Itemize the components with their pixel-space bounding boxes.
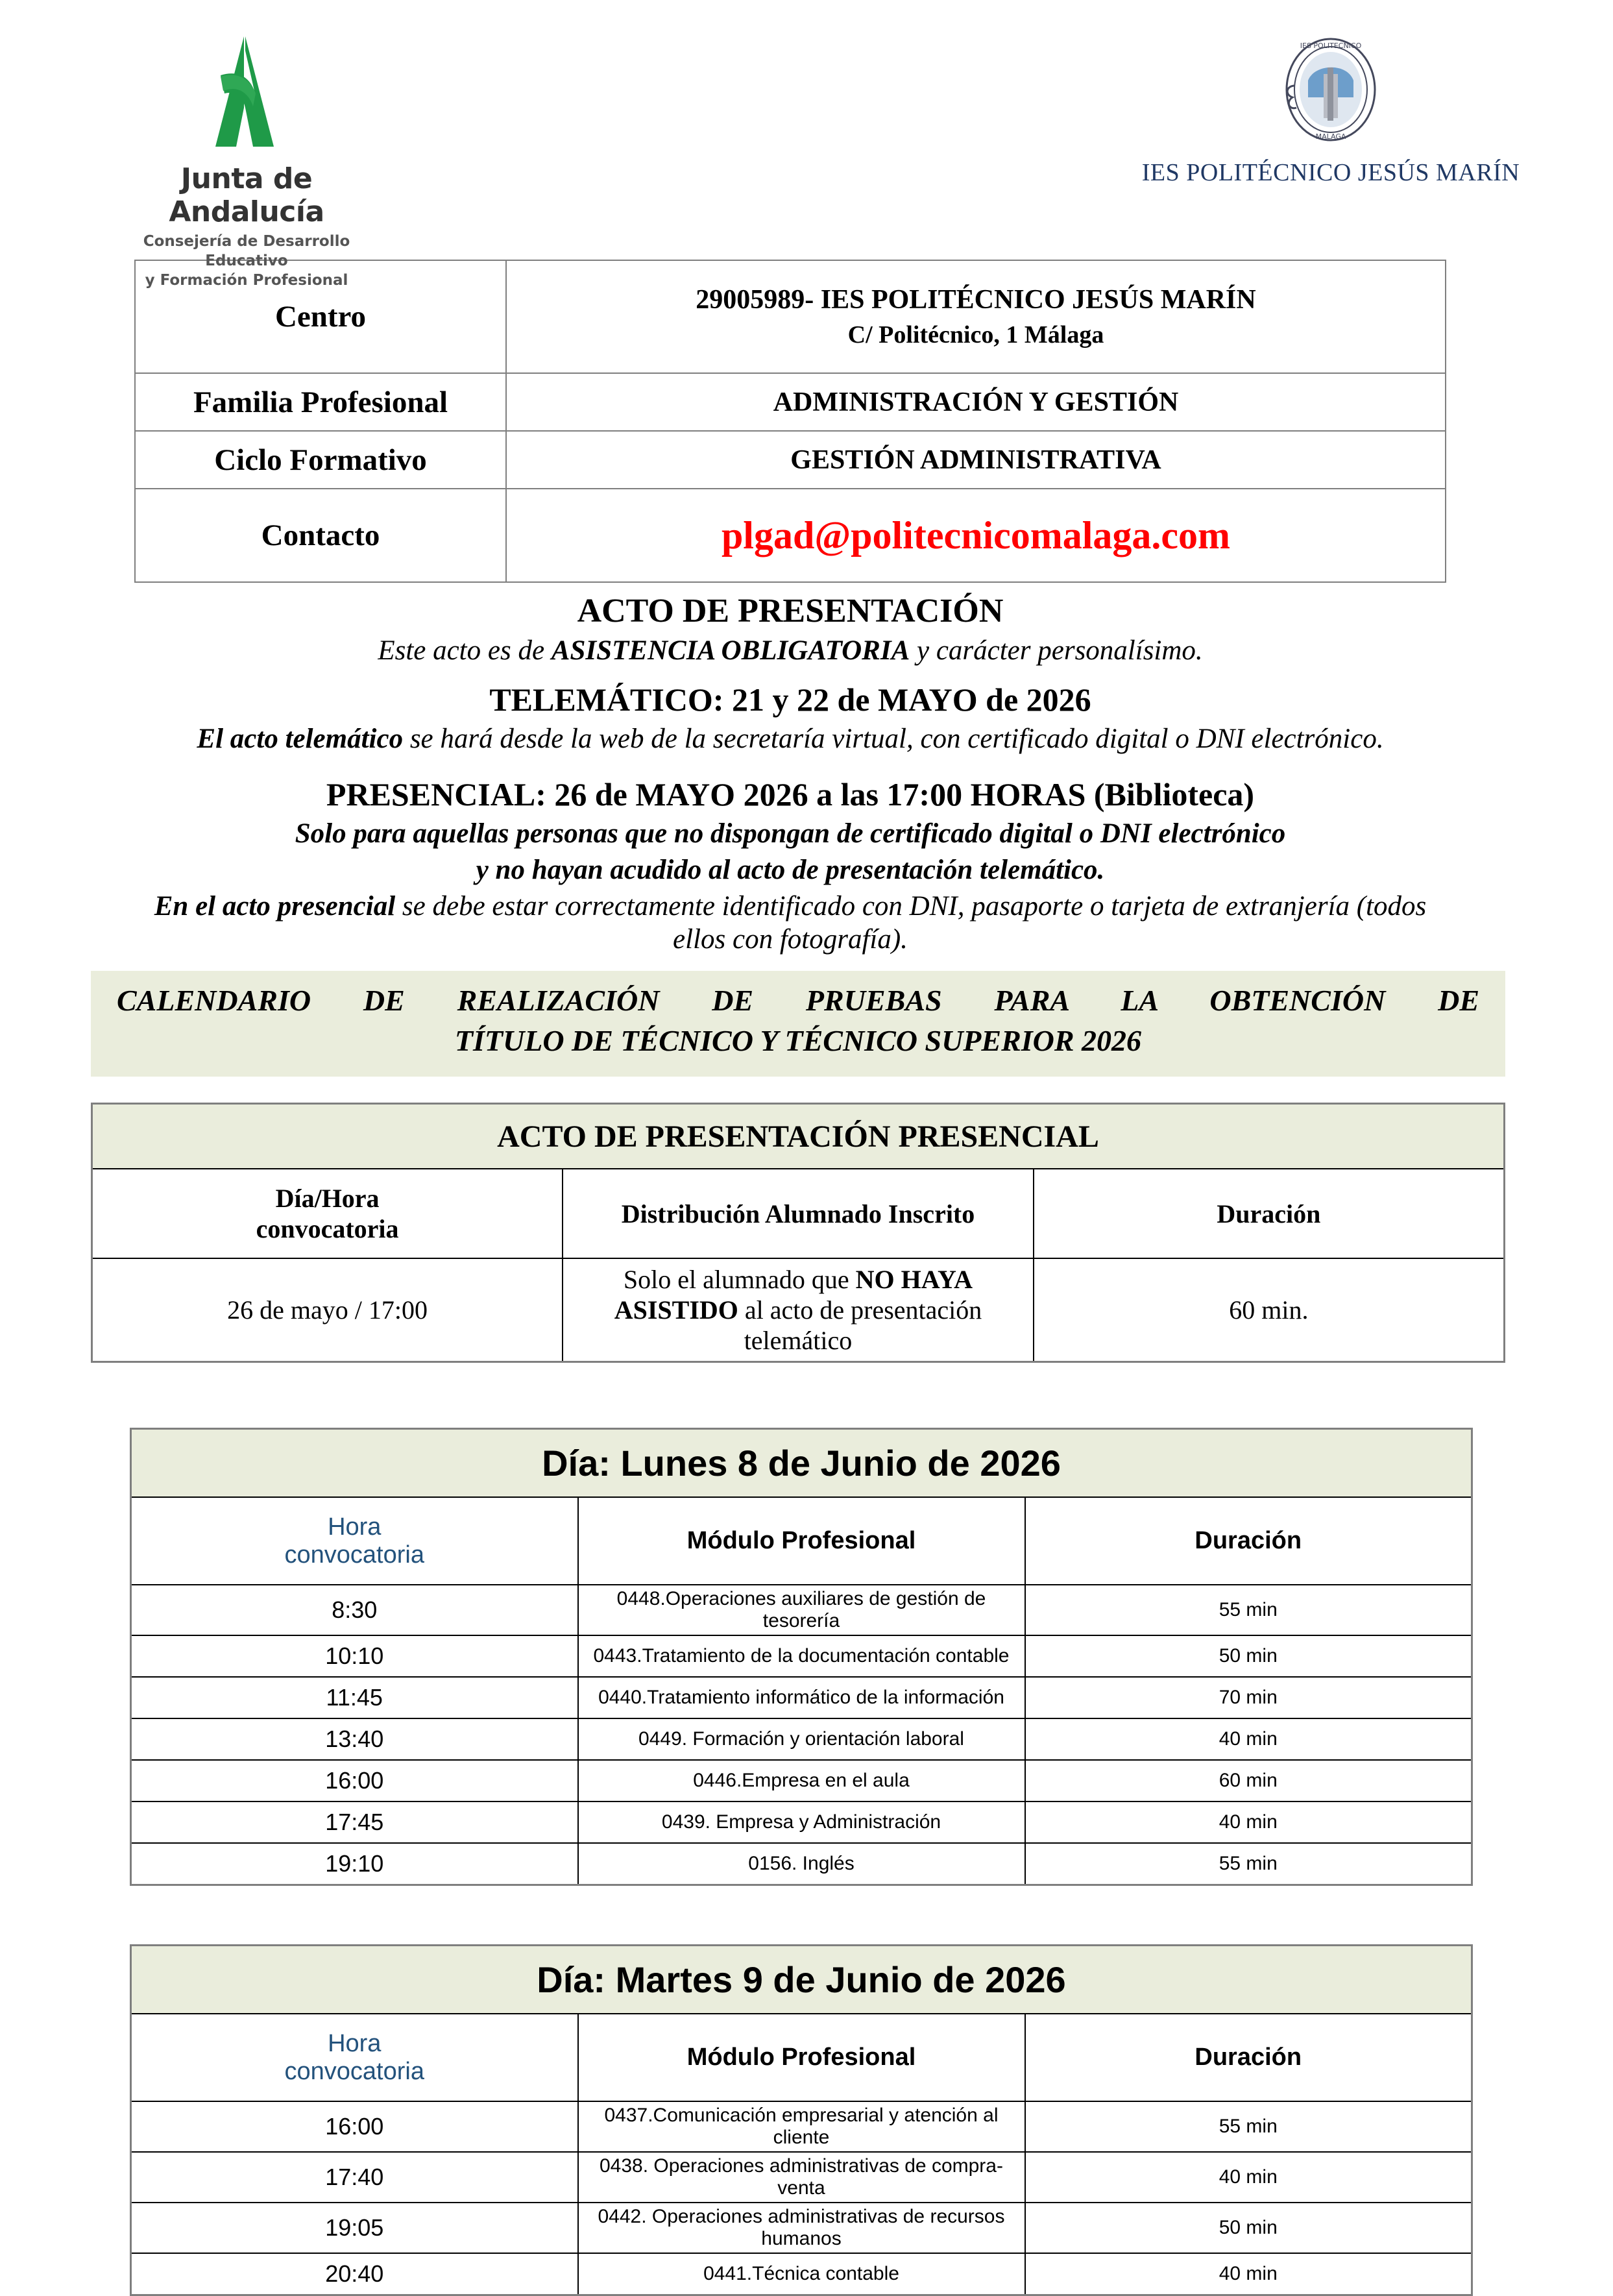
presentation-text-block [134,591,1446,957]
day1-row0-duracion: 55 min [1025,1585,1472,1635]
presencial-cell-duracion: 60 min. [1034,1258,1505,1362]
junta-subtitle-line1: Consejería de Desarrollo Educativo [143,233,350,269]
day2-row2-duracion: 50 min [1025,2203,1472,2253]
distribucion-suffix: al acto de presentación telemático [738,1295,982,1356]
heading-telematico: TELEMÁTICO: 21 y 22 de MAYO de 2026 [489,681,1091,718]
table-row [92,1169,1505,1258]
day2-row0-duracion: 55 min [1025,2101,1472,2152]
presencial-header-hora-line1: Día/Hora [275,1184,380,1214]
day2-header-modulo: Módulo Profesional [578,2014,1025,2101]
day1-row2-hora: 11:45 [131,1677,578,1718]
day1-row0-hora: 8:30 [131,1585,578,1635]
day2-header-duracion: Duración [1025,2014,1472,2101]
day-title-lunes: Día: Lunes 8 de Junio de 2026 [131,1429,1472,1498]
telematico-emphasis: El acto telemático [197,723,404,754]
asistencia-prefix: Este acto es de [378,635,552,666]
centro-code-name: 29005989- IES POLITÉCNICO JESÚS MARÍN [696,285,1256,315]
day1-header-duracion: Duración [1025,1497,1472,1585]
day1-row4-hora: 16:00 [131,1760,578,1801]
day1-row1-hora: 10:10 [131,1635,578,1677]
document-header [0,0,1613,289]
day2-row3-hora: 20:40 [131,2253,578,2295]
presencial-table-title: ACTO DE PRESENTACIÓN PRESENCIAL [92,1104,1505,1169]
table-row [131,1843,1472,1885]
table-row [131,1718,1472,1760]
table-row [131,1801,1472,1843]
day2-row1-modulo: 0438. Operaciones administrativas de compra- venta [578,2152,1025,2203]
table-row [131,1429,1472,1498]
table-row [131,2101,1472,2152]
svg-text:MALAGA: MALAGA [1315,132,1346,141]
calendar-banner-line1: CALENDARIO DE REALIZACIÓN DE PRUEBAS PARA LA OBTENCIÓN DE [117,983,1479,1017]
day2-row2-hora: 19:05 [131,2203,578,2253]
table-row [131,1585,1472,1635]
asistencia-suffix: y carácter personalísimo. [910,635,1203,666]
day1-row2-modulo: 0440.Tratamiento informático de la información [578,1677,1025,1718]
table-row [92,1104,1505,1169]
table-row [135,431,1446,489]
distribucion-prefix: Solo el alumnado que [623,1265,856,1295]
heading-acto-presentacion: ACTO DE PRESENTACIÓN [577,592,1004,629]
presencial-header-hora [92,1169,563,1258]
info-label-centro: Centro [135,260,506,373]
presencial-condition-line2: y no hayan acudido al acto de presentación telemático. [476,855,1105,886]
day2-header-hora-line2: convocatoria [284,2057,424,2085]
info-value-centro [506,260,1446,373]
table-row [135,489,1446,582]
day1-row4-modulo: 0446.Empresa en el aula [578,1760,1025,1801]
presencial-condition-line1: Solo para aquellas personas que no dispongan de certificado digital o DNI electrónico [295,818,1286,849]
day1-row3-duracion: 40 min [1025,1718,1472,1760]
day2-row1-hora: 17:40 [131,2152,578,2203]
day-title-martes: Día: Martes 9 de Junio de 2026 [131,1946,1472,2014]
day1-row5-duracion: 40 min [1025,1801,1472,1843]
day1-row0-modulo: 0448.Operaciones auxiliares de gestión de tesorería [578,1585,1025,1635]
day1-row5-hora: 17:45 [131,1801,578,1843]
junta-name-label: Junta de Andalucía [169,162,324,228]
ies-seal-icon [1269,30,1392,153]
telematico-description [134,722,1446,756]
table-row [131,2203,1472,2253]
info-label-ciclo: Ciclo Formativo [135,431,506,489]
presencial-cell-hora: 26 de mayo / 17:00 [92,1258,563,1362]
table-row [131,1760,1472,1801]
day1-row3-hora: 13:40 [131,1718,578,1760]
info-value-familia: ADMINISTRACIÓN Y GESTIÓN [506,373,1446,431]
table-row [131,2253,1472,2295]
asistencia-obligatoria-line [134,634,1446,668]
telematico-rest: se hará desde la web de la secretaría virtual, con certificado digital o DNI electrónico. [403,723,1384,754]
ies-logo-block [1074,30,1587,187]
day1-row6-duracion: 55 min [1025,1843,1472,1885]
schedule-table-lunes [130,1428,1473,1886]
table-row [131,1677,1472,1718]
info-value-contacto [506,489,1446,582]
day2-header-hora-line1: Hora [328,2029,382,2057]
info-label-contacto: Contacto [135,489,506,582]
day1-row6-modulo: 0156. Inglés [578,1843,1025,1885]
table-row [131,2014,1472,2101]
calendar-banner [91,971,1505,1077]
day2-row3-duracion: 40 min [1025,2253,1472,2295]
asistencia-obligatoria-emphasis: ASISTENCIA OBLIGATORIA [551,635,910,666]
day1-row1-duracion: 50 min [1025,1635,1472,1677]
acto-presencial-table [91,1103,1505,1363]
info-label-familia: Familia Profesional [135,373,506,431]
info-value-ciclo: GESTIÓN ADMINISTRATIVA [506,431,1446,489]
no-haya-asistido-emphasis: NO HAYA ASISTIDO [614,1265,973,1325]
day1-row4-duracion: 60 min [1025,1760,1472,1801]
junta-subtitle-line2: y Formación Profesional [145,271,348,289]
day1-header-hora-line2: convocatoria [284,1541,424,1569]
table-row [131,1946,1472,2014]
day2-row2-modulo: 0442. Operaciones administrativas de recursos humanos [578,2203,1025,2253]
svg-text:IES POLITECNICO: IES POLITECNICO [1300,42,1362,50]
day2-row3-modulo: 0441.Técnica contable [578,2253,1025,2295]
identificacion-emphasis: En el acto presencial [154,890,396,922]
junta-andalucia-logo [110,31,383,291]
day1-row6-hora: 19:10 [131,1843,578,1885]
heading-presencial: PRESENCIAL: 26 de MAYO 2026 a las 17:00 HORAS (Biblioteca) [326,776,1255,813]
day2-header-hora [131,2014,578,2101]
junta-subtitle [110,232,383,291]
contact-email-link[interactable]: plgad@politecnicomalaga.com [721,513,1231,557]
centro-address: C/ Politécnico, 1 Málaga [847,321,1104,348]
day2-row0-hora: 16:00 [131,2101,578,2152]
center-info-table [134,260,1446,583]
table-row [131,1497,1472,1585]
presencial-header-distribucion: Distribución Alumnado Inscrito [563,1169,1034,1258]
table-row [131,1635,1472,1677]
table-row [135,373,1446,431]
identificacion-note [134,890,1446,957]
schedule-table-martes [130,1944,1473,2296]
day1-row1-modulo: 0443.Tratamiento de la documentación contable [578,1635,1025,1677]
table-row [92,1258,1505,1362]
day1-row5-modulo: 0439. Empresa y Administración [578,1801,1025,1843]
presencial-cell-distribucion [563,1258,1034,1362]
identificacion-rest: se debe estar correctamente identificado con DNI, pasaporte o tarjeta de extranjería (todos ellos con fotografía). [395,890,1427,955]
calendar-banner-line2: TÍTULO DE TÉCNICO Y TÉCNICO SUPERIOR 2026 [454,1023,1142,1057]
presencial-header-hora-line2: convocatoria [256,1214,399,1244]
day1-header-modulo: Módulo Profesional [578,1497,1025,1585]
day1-row3-modulo: 0449. Formación y orientación laboral [578,1718,1025,1760]
day2-row1-duracion: 40 min [1025,2152,1472,2203]
day1-row2-duracion: 70 min [1025,1677,1472,1718]
day1-header-hora [131,1497,578,1585]
table-row [131,2152,1472,2203]
presencial-header-duracion: Duración [1034,1169,1505,1258]
ies-name-label: IES POLITÉCNICO JESÚS MARÍN [1141,159,1520,186]
day2-row0-modulo: 0437.Comunicación empresarial y atención al cliente [578,2101,1025,2152]
junta-andalucia-a-icon [110,31,383,161]
day1-header-hora-line1: Hora [328,1513,382,1541]
